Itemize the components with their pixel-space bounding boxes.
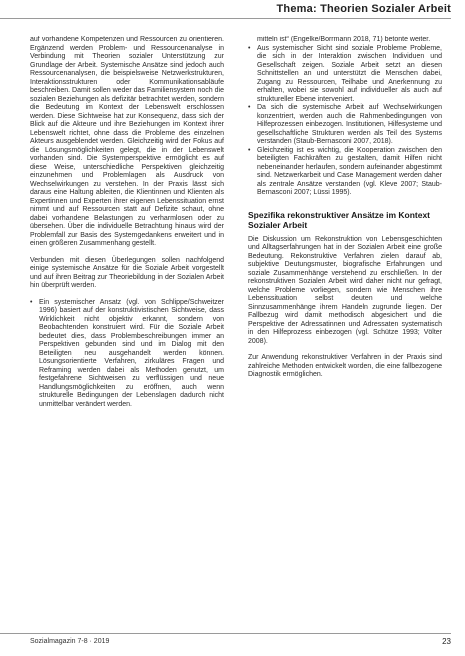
list-item-text: Da sich die systemische Arbeit auf Wechselwirkungen konzentriert, werden auch die Rahmenbedingungen von Hilfeprozessen einbezogen. Institutionen, Hilfesysteme und gesellschaftliche Strukturen werden als Teil des Systems verstanden (Staub-Bernasconi 2007, 2018). — [257, 104, 442, 145]
list-item-text: Aus systemischer Sicht sind soziale Probleme Probleme, die sich in der Interaktion zwischen Individuen und Gesellschaft zeigen. Soziale Arbeit setzt an diesen Schnittstellen an und unterstützt die Menschen dabei, Zugang zu Ressourcen, Teilhabe und Anerkennung zu erhalten, wobei sie sowohl auf individueller als auch auf struktureller Ebene interveniert. — [257, 44, 442, 103]
body-paragraph: Verbunden mit diesen Überlegungen sollen nachfolgend einige systemische Ansätze für die Soziale Arbeit vorgestellt und auf ihren Beitrag zur Theoriebildung in der Sozialen Arbeit hin überprüft werden. — [30, 256, 224, 289]
bullet-list — [248, 36, 442, 198]
bullet-list — [30, 299, 224, 410]
header-rule — [0, 18, 451, 19]
page-number: 23 — [442, 637, 451, 646]
bullet-icon: • — [248, 44, 251, 52]
body-paragraph: Zur Anwendung rekonstruktiver Verfahren in der Praxis sind zahlreiche Methoden entwickelt worden, die eine fallbezogene Diagnostik ermöglichen. — [248, 354, 442, 378]
bullet-icon: • — [248, 104, 251, 111]
list-item — [248, 104, 442, 147]
list-item — [248, 147, 442, 198]
right-column — [248, 36, 442, 380]
body-paragraph: Die Diskussion um Rekonstruktion von Lebensgeschichten und Alltagserfahrungen hat in der Sozialen Arbeit eine große Bedeutung. Rekonstruktive Verfahren zielen darauf ab, subjektive Deutungsmuster, biografische Erfahrungen und soziale Zusammenhänge verstehend zu erschließen. In der rekonstruktiven Sozialen Arbeit wird daher nicht nur gefragt, welche Probleme vorliegen, sondern wie Menschen ihre Lebenssituation selbst deuten und welche Sinnzusammenhänge ihrem Handeln zugrunde liegen. Der Fallbezug wird damit methodisch abgesichert und die Perspektive der Adressatinnen und Adressaten systematisch in den Hilfeprozess einbezogen (vgl. Schütze 1993; Völter 2008). — [248, 235, 442, 345]
bullet-icon: • — [30, 298, 33, 306]
running-title: Thema: Theorien Sozialer Arbeit — [276, 3, 451, 15]
list-item — [248, 45, 442, 105]
journal-citation: Sozialmagazin 7-8 · 2019 — [30, 638, 110, 645]
list-item-text: mitteln ist“ (Engelke/Borrmann 2018, 71) betonte weiter. — [257, 36, 431, 43]
bullet-icon: • — [248, 146, 251, 154]
section-heading: Spezifika rekonstruktiver Ansätze im Kontext Sozialer Arbeit — [248, 209, 431, 230]
list-item — [248, 36, 442, 45]
list-item-text: Ein systemischer Ansatz (vgl. von Schlippe/Schweitzer 1996) basiert auf der konstruktivistischen Sichtweise, dass Wirklichkeit nicht objektiv erkannt, sondern von Beobachtenden konstruiert wird. Für die Soziale Arbeit bedeutet dies, dass Problembeschreibungen immer an Perspektiven gebunden sind und im Dialog mit den Beteiligten neu ausgehandelt werden können. Lösungsorientierte Verfahren, zirkuläres Fragen und Reframing werden dabei als Methoden genutzt, um festgefahrene Sichtweisen zu verflüssigen und neue Handlungsmöglichkeiten zu eröffnen, auch wenn strukturelle Bedingungen der Lebenslagen dadurch nicht unmittelbar verändert werden. — [39, 298, 224, 408]
list-item-text: Gleichzeitig ist es wichtig, die Kooperation zwischen den beteiligten Fachkräften zu gestalten, damit Hilfen nicht nebeneinander herlaufen, sondern aufeinander abgestimmt sind. Netzwerkarbeit und Case Management werden daher als zentrale Ansätze verstanden (vgl. Kleve 2007; Staub-Bernasconi 2007; Lüssi 1995). — [257, 146, 442, 196]
list-item — [30, 299, 224, 410]
body-paragraph: auf vorhandene Kompetenzen und Ressourcen zu orientieren. Ergänzend werden Problem- und Ressourcenanalyse in Verbindung mit Theorien sozialer Unterstützung zur Grundlage der Arbeit. Systemische Ansätze sind jedoch auch Ressourcenanalysen, die beispielsweise Netzwerkstrukturen, Interaktionsstrukturen oder Kommunikationsabläufe beschreiben. Damit sollen weder das Familiensystem noch die sozialen Beziehungen als defizitär betrachtet werden, sondern die Bedeutung im Kontext der Lebenswelt erschlossen werden. Diese Sichtweise hat zur Konsequenz, dass sich der Blick auf die Akteure und ihre Beziehungen im Kontext ihrer Lebenswelt richtet, ohne dass die Probleme des einzelnen Akteurs ausgeblendet werden. Gleichzeitig wird der Fokus auf die Lösungsmöglichkeiten gelegt, die in der Lebenswelt vorhanden sind. Die Systemperspektive ermöglicht es auf diese Weise, unterschiedliche Perspektiven gleichzeitig einzunehmen und Problemlagen als Ausdruck von Wechselwirkungen zu verstehen. In der Praxis lässt sich daraus eine Haltung ableiten, die Klientinnen und Klienten als Expertinnen und Experten ihrer eigenen Lebenssituation ernst nimmt und auf Ressourcen statt auf Defizite schaut, ohne dabei vorhandene Belastungen zu verharmlosen oder zu übersehen. Über die individuelle Betrachtung hinaus wird der Problemfall zur Basis des Systemgedankens erweitert und in einen größeren Zusammenhang gestellt. — [30, 36, 224, 247]
footer-rule — [0, 633, 451, 634]
left-column — [30, 36, 224, 409]
